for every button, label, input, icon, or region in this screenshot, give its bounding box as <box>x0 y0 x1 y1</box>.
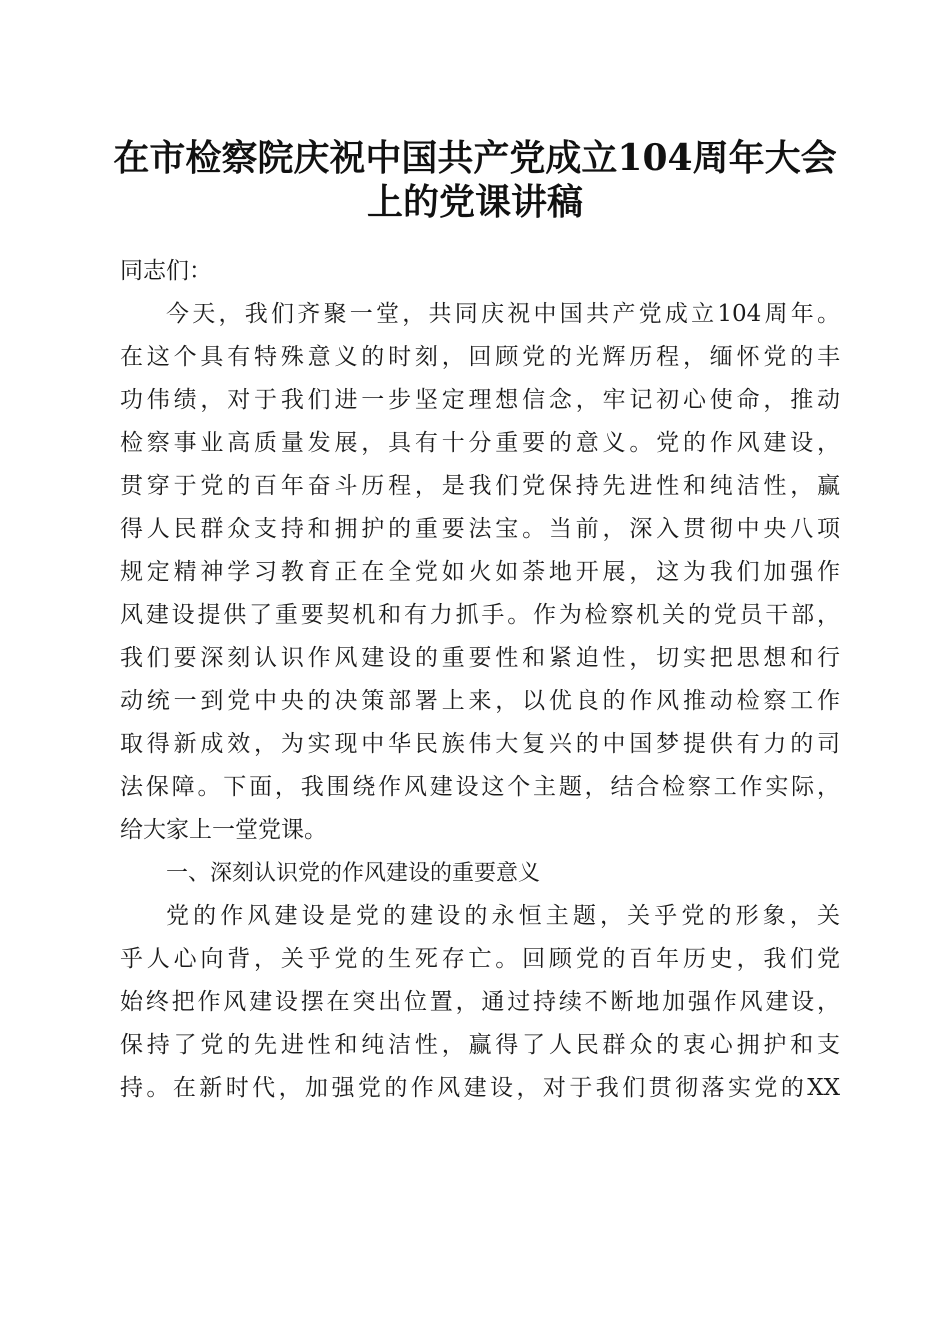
text-line: 得人民群众支持和拥护的重要法宝。当前，深入贯彻中央八项 <box>120 516 840 542</box>
text-line: 给大家上一堂党课。 <box>120 817 327 843</box>
title-line-2: 上的党课讲稿 <box>366 181 583 223</box>
text-line: 乎人心向背，关乎党的生死存亡。回顾党的百年历史，我们党 <box>120 946 840 972</box>
text-line: 取得新成效，为实现中华民族伟大复兴的中国梦提供有力的司 <box>120 731 840 757</box>
text-line: 检察事业高质量发展，具有十分重要的意义。党的作风建设， <box>120 430 840 456</box>
text-line: 规定精神学习教育正在全党如火如荼地开展，这为我们加强作 <box>120 559 840 585</box>
text-line: 党的作风建设是党的建设的永恒主题，关乎党的形象，关 <box>166 903 840 929</box>
text-line: 始终把作风建设摆在突出位置，通过持续不断地加强作风建设， <box>120 989 840 1015</box>
section-heading: 一、深刻认识党的作风建设的重要意义 <box>166 861 541 886</box>
text-line: 在这个具有特殊意义的时刻，回顾党的光辉历程，缅怀党的丰 <box>120 344 840 370</box>
document-title <box>100 136 850 224</box>
text-line: 持。在新时代，加强党的作风建设，对于我们贯彻落实党的XX <box>120 1075 840 1101</box>
text-line: 我们要深刻认识作风建设的重要性和紧迫性，切实把思想和行 <box>120 645 840 671</box>
text-line: 功伟绩，对于我们进一步坚定理想信念，牢记初心使命，推动 <box>120 387 840 413</box>
title-line-1: 在市检察院庆祝中国共产党成立104周年大会 <box>113 137 837 179</box>
text-line: 今天，我们齐聚一堂，共同庆祝中国共产党成立104周年。 <box>166 301 840 327</box>
text-line: 动统一到党中央的决策部署上来，以优良的作风推动检察工作 <box>120 688 840 714</box>
paragraph-section-1 <box>120 895 840 1110</box>
text-line: 风建设提供了重要契机和有力抓手。作为检察机关的党员干部， <box>120 602 840 628</box>
text-line: 法保障。下面，我围绕作风建设这个主题，结合检察工作实际， <box>120 774 840 800</box>
salutation: 同志们： <box>120 258 212 284</box>
text-line: 保持了党的先进性和纯洁性，赢得了人民群众的衷心拥护和支 <box>120 1032 840 1058</box>
document-body <box>120 250 840 1110</box>
text-line: 贯穿于党的百年奋斗历程，是我们党保持先进性和纯洁性，赢 <box>120 473 840 499</box>
paragraph-intro <box>120 293 840 852</box>
